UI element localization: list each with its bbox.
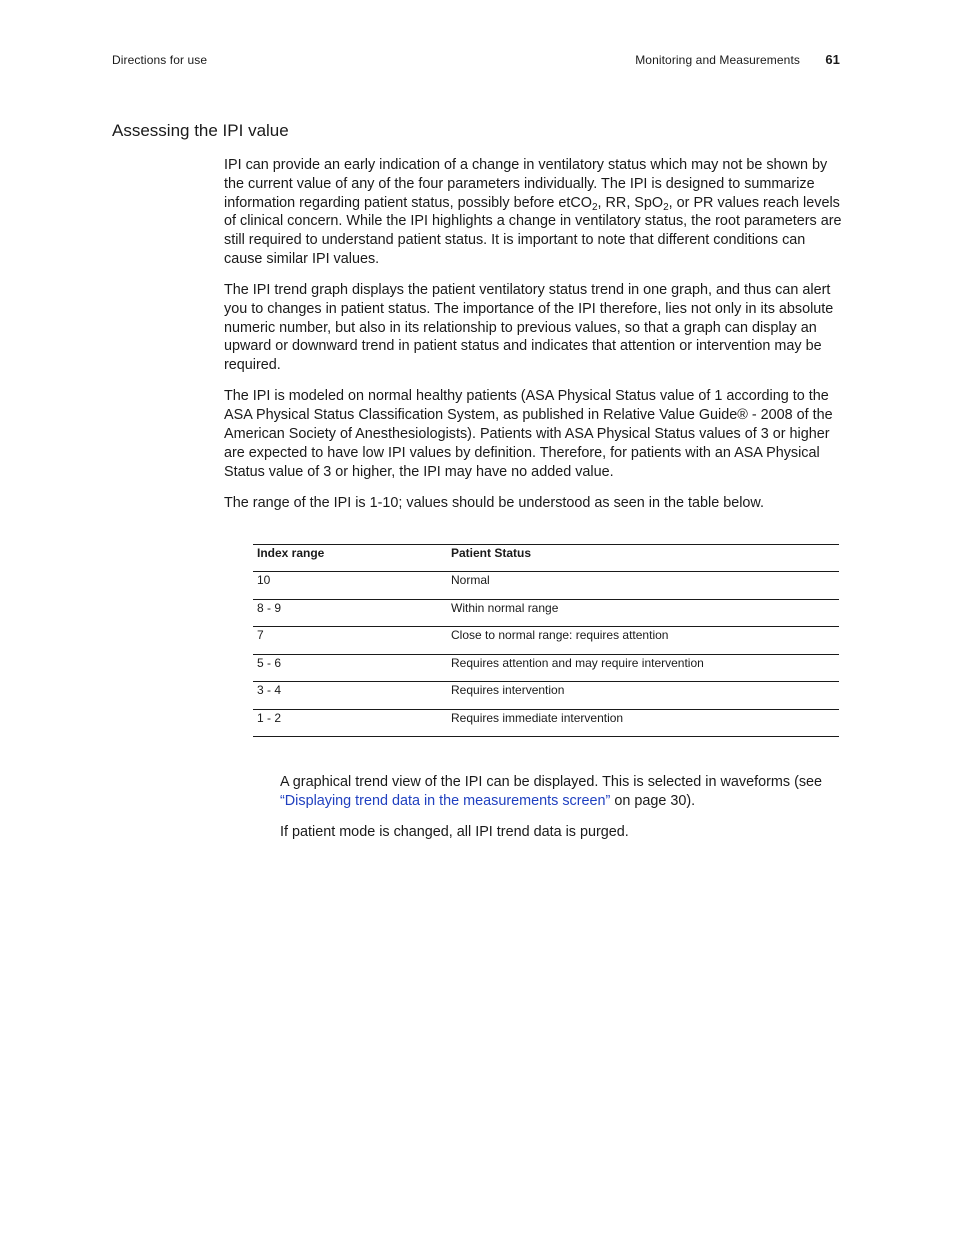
table-row <box>253 572 839 600</box>
table-row <box>253 599 839 627</box>
index-range-cell: 7 <box>253 627 447 655</box>
patient-status-cell: Requires immediate intervention <box>447 709 839 737</box>
column-header-index-range: Index range <box>253 545 447 572</box>
subscript: 2 <box>663 201 669 213</box>
column-header-patient-status: Patient Status <box>447 545 839 572</box>
index-range-cell: 8 - 9 <box>253 599 447 627</box>
patient-status-cell: Close to normal range: requires attention <box>447 627 839 655</box>
paragraph-ipi-overview <box>224 156 842 269</box>
subscript: 2 <box>591 201 598 213</box>
header-section-title: Monitoring and Measurements <box>635 53 800 67</box>
notes-text <box>280 773 842 854</box>
patient-status-cell: Normal <box>447 572 839 600</box>
paragraph-range: The range of the IPI is 1-10; values should be understood as seen in the table below. <box>224 494 765 511</box>
paragraph-asa-model: The IPI is modeled on normal healthy patients (ASA Physical Status value of 1 according to the ASA Physical Status Classification System, as published in Relative Value Guide® - 2008 of the American Society of Anesthesiologists). Patients with ASA Physical Status values of 3 or higher are expected to have low IPI values by definition. Therefore, for patients with an ASA Physical Status value of 3 or higher, the IPI may have no added value. <box>224 388 833 480</box>
page-number: 61 <box>825 52 840 67</box>
note-text: on page 30). <box>610 792 696 809</box>
section-title: Assessing the IPI value <box>112 121 289 140</box>
cross-reference-link[interactable]: “Displaying trend data in the measurements screen” <box>280 792 611 809</box>
paragraph-text: IPI can provide an early indication of a change in ventilatory status which may not be shown by the current value of any of the four parameters individually. The IPI is designed to summarize information regarding patient status, possibly before etCO <box>224 157 828 211</box>
paragraph-trend-graph: The IPI trend graph displays the patient ventilatory status trend in one graph, and thus can alert you to changes in patient status. The importance of the IPI therefore, lies not only in its absolute numeric number, but also in its relationship to previous values, so that a graph can display an upward or downward trend in patient status and indicates that attention or intervention may be required. <box>224 282 834 374</box>
patient-status-cell: Requires attention and may require intervention <box>447 654 839 682</box>
note-text: A graphical trend view of the IPI can be displayed. This is selected in waveforms (see <box>280 774 823 790</box>
patient-status-cell: Requires intervention <box>447 682 839 710</box>
table-row <box>253 709 839 737</box>
table-row <box>253 682 839 710</box>
index-range-cell: 3 - 4 <box>253 682 447 710</box>
index-range-cell: 5 - 6 <box>253 654 447 682</box>
header-document-title: Directions for use <box>112 53 208 67</box>
ipi-range-table <box>253 544 839 737</box>
body-text <box>224 156 842 525</box>
table-row <box>253 627 839 655</box>
page-header <box>112 53 840 71</box>
table-header-row <box>253 545 839 572</box>
index-range-cell: 1 - 2 <box>253 709 447 737</box>
index-range-cell: 10 <box>253 572 447 600</box>
patient-status-cell: Within normal range <box>447 599 839 627</box>
table-row <box>253 654 839 682</box>
paragraph-text: , or PR values reach levels of clinical concern. While the IPI highlights a change in ventilatory status, the root parameters are still required to understand patient status. It is important to note that different conditions can cause similar IPI values. <box>224 194 842 267</box>
note-patient-mode: If patient mode is changed, all IPI trend data is purged. <box>280 823 629 840</box>
paragraph-text: , RR, SpO <box>597 194 664 211</box>
note-trend-view <box>280 773 842 811</box>
